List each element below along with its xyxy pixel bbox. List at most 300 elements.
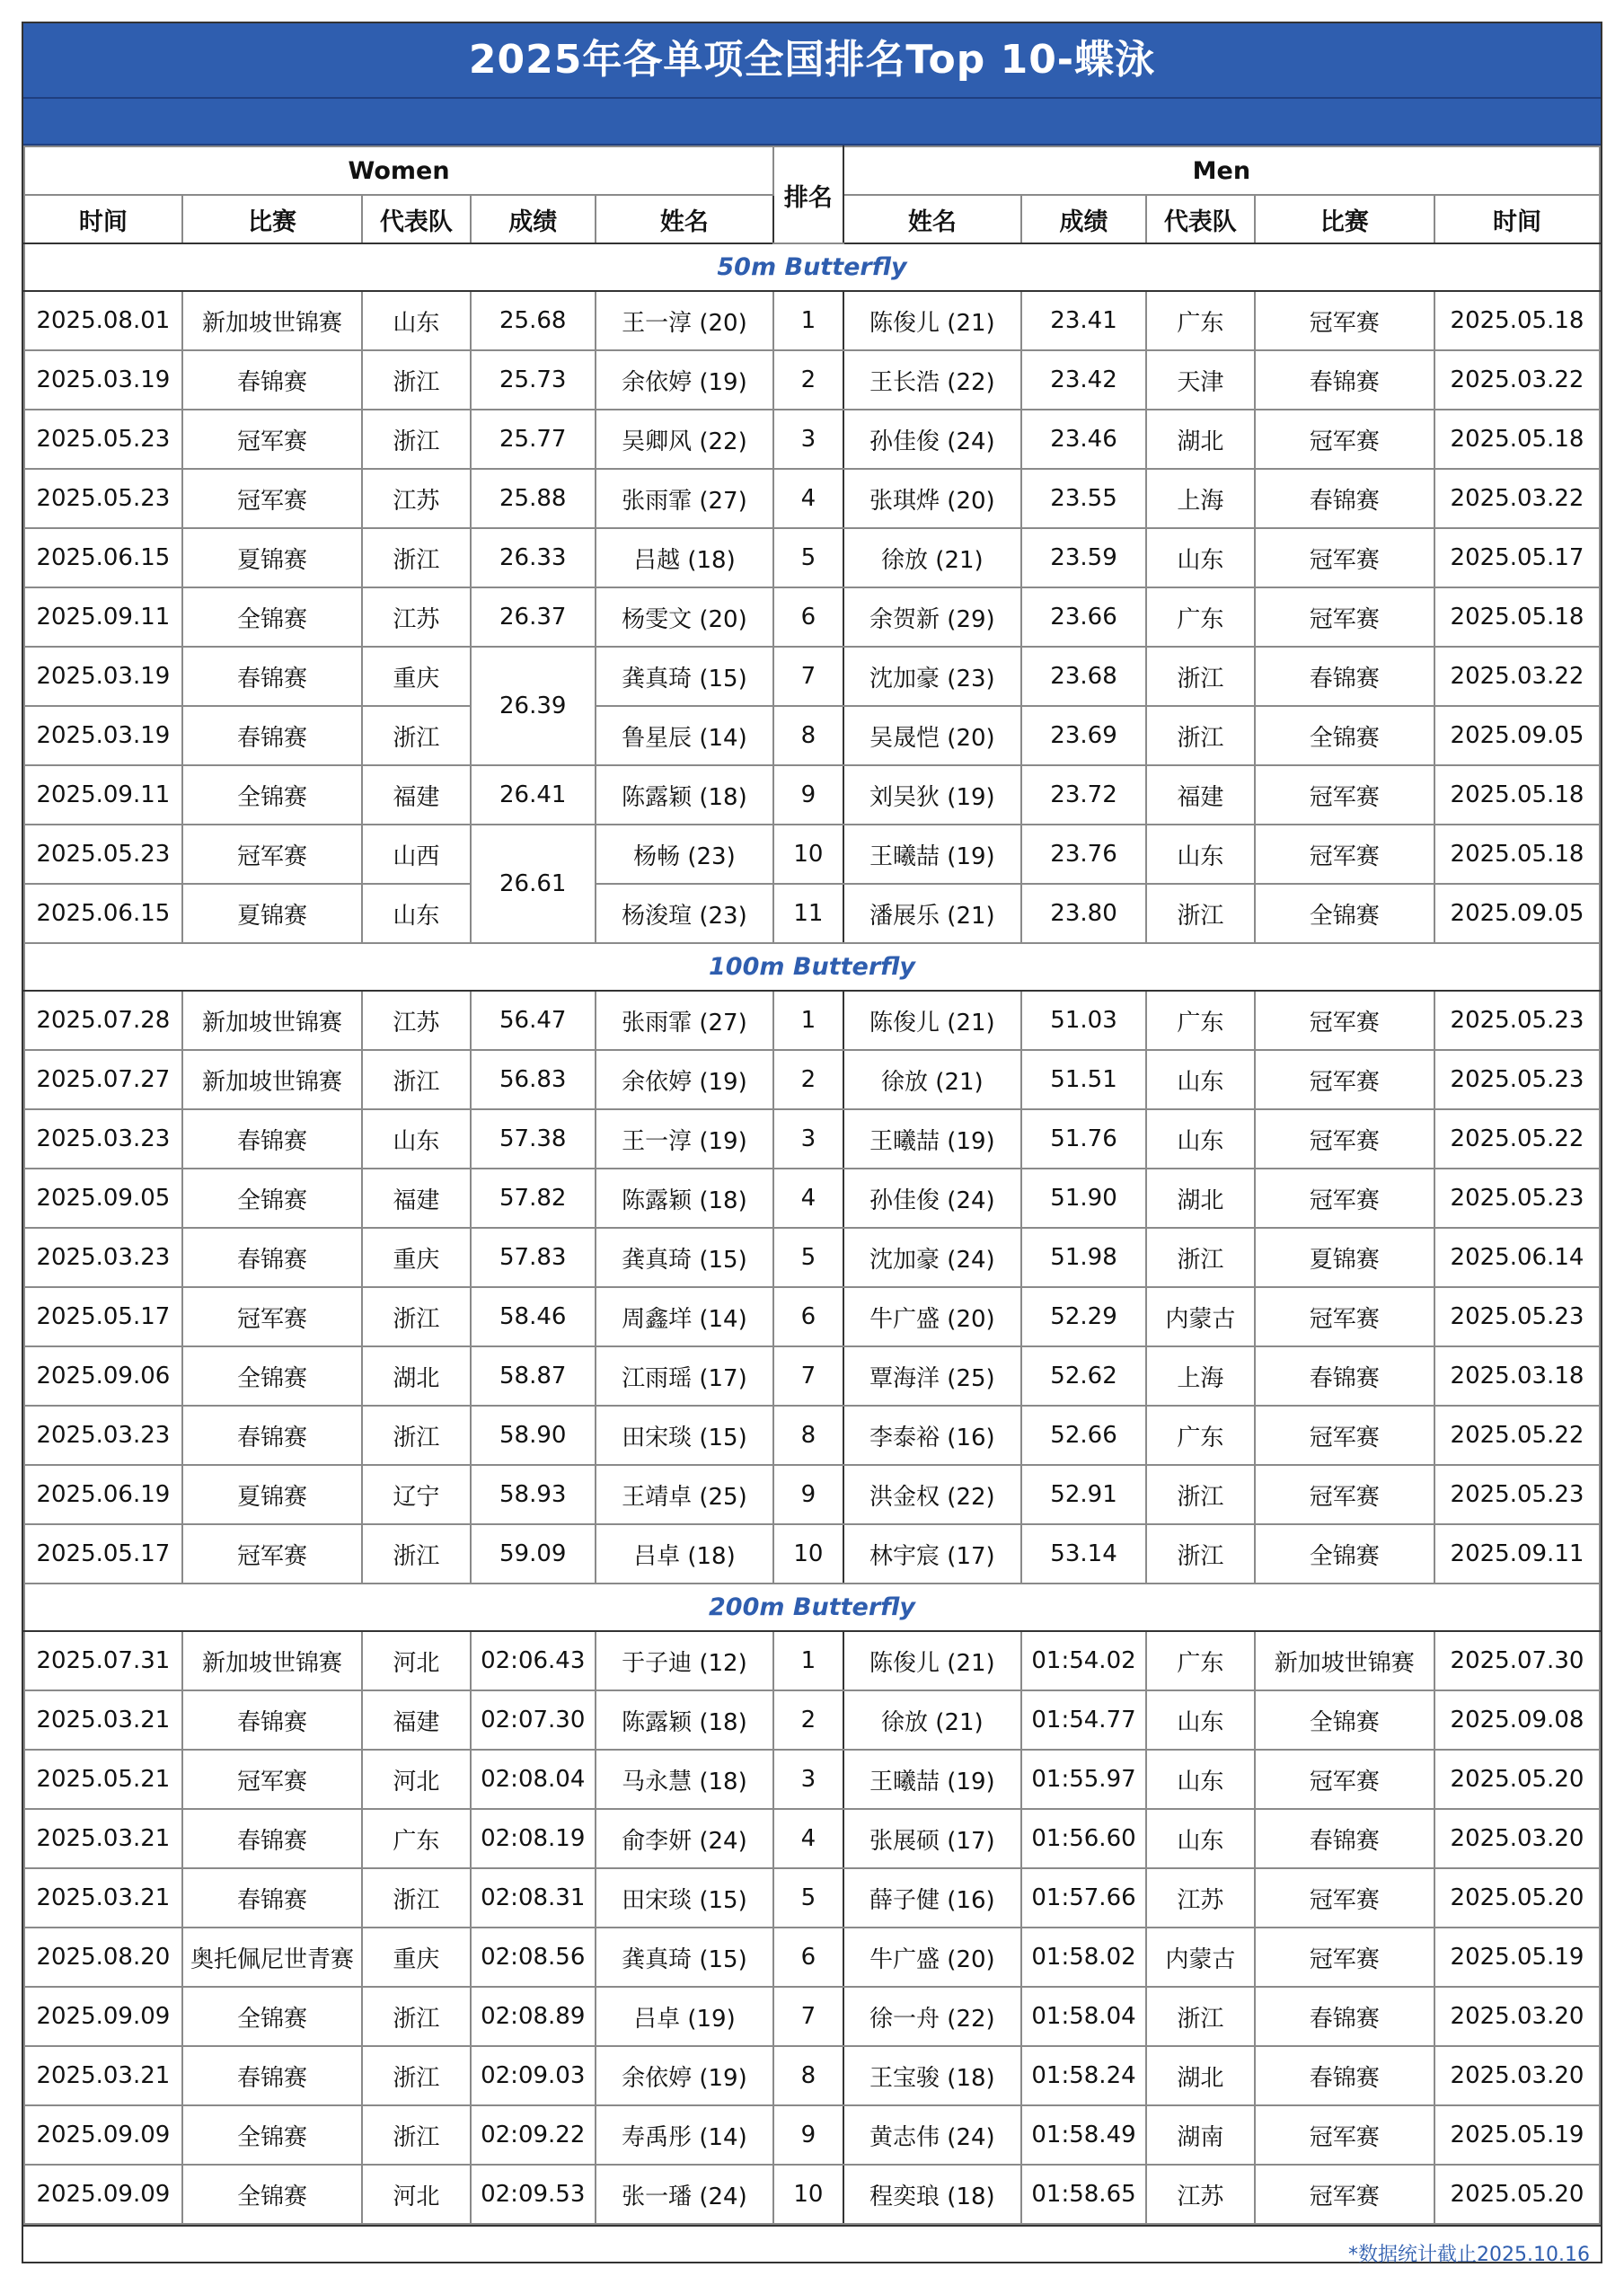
rank-cell: 6	[773, 1928, 843, 1987]
men-result: 51.03	[1021, 991, 1146, 1050]
men-name: 孙佳俊 (24)	[843, 1169, 1021, 1228]
women-event: 冠军赛	[182, 410, 362, 469]
men-col-team: 代表队	[1146, 195, 1255, 243]
rank-cell: 1	[773, 991, 843, 1050]
women-team: 浙江	[362, 1868, 471, 1928]
women-date: 2025.06.19	[24, 1465, 182, 1524]
men-event: 冠军赛	[1255, 1868, 1434, 1928]
men-result: 23.68	[1021, 647, 1146, 706]
women-event: 全锦赛	[182, 2105, 362, 2165]
women-date: 2025.03.23	[24, 1109, 182, 1169]
women-date: 2025.08.20	[24, 1928, 182, 1987]
men-date: 2025.03.20	[1434, 1987, 1600, 2046]
men-event: 冠军赛	[1255, 1287, 1434, 1346]
men-result: 01:56.60	[1021, 1809, 1146, 1868]
women-event: 新加坡世锦赛	[182, 991, 362, 1050]
men-event: 冠军赛	[1255, 1465, 1434, 1524]
men-result: 51.51	[1021, 1050, 1146, 1109]
men-date: 2025.03.22	[1434, 647, 1600, 706]
rank-cell: 4	[773, 1809, 843, 1868]
men-event: 冠军赛	[1255, 1050, 1434, 1109]
women-result: 58.90	[471, 1406, 596, 1465]
men-team: 山东	[1146, 1109, 1255, 1169]
women-team: 山东	[362, 1109, 471, 1169]
men-date: 2025.05.18	[1434, 765, 1600, 825]
women-result: 25.68	[471, 291, 596, 350]
women-col-name: 姓名	[596, 195, 773, 243]
men-result: 01:58.49	[1021, 2105, 1146, 2165]
table-row	[24, 2105, 1600, 2165]
men-event: 冠军赛	[1255, 765, 1434, 825]
men-event: 冠军赛	[1255, 528, 1434, 587]
men-result: 01:58.04	[1021, 1987, 1146, 2046]
women-result: 02:08.89	[471, 1987, 596, 2046]
women-date: 2025.05.23	[24, 825, 182, 884]
men-event: 冠军赛	[1255, 587, 1434, 647]
rank-cell: 7	[773, 647, 843, 706]
rank-cell: 8	[773, 1406, 843, 1465]
women-event: 全锦赛	[182, 765, 362, 825]
men-name: 陈俊儿 (21)	[843, 991, 1021, 1050]
men-result: 01:58.24	[1021, 2046, 1146, 2105]
women-result: 57.38	[471, 1109, 596, 1169]
header-row-top	[24, 146, 1600, 195]
women-date: 2025.09.09	[24, 1987, 182, 2046]
men-event: 春锦赛	[1255, 1987, 1434, 2046]
women-result: 26.41	[471, 765, 596, 825]
women-team: 浙江	[362, 2105, 471, 2165]
table-row	[24, 1109, 1600, 1169]
men-date: 2025.09.11	[1434, 1524, 1600, 1584]
women-event: 新加坡世锦赛	[182, 1050, 362, 1109]
men-team: 湖北	[1146, 2046, 1255, 2105]
women-result: 56.47	[471, 991, 596, 1050]
men-team: 内蒙古	[1146, 1928, 1255, 1987]
women-team: 重庆	[362, 1228, 471, 1287]
men-team: 山东	[1146, 1750, 1255, 1809]
women-team: 浙江	[362, 2046, 471, 2105]
men-name: 覃海洋 (25)	[843, 1346, 1021, 1406]
table-row	[24, 647, 1600, 706]
men-result: 23.72	[1021, 765, 1146, 825]
section-title: 100m Butterfly	[24, 943, 1600, 991]
men-team: 浙江	[1146, 1987, 1255, 2046]
men-name: 王宝骏 (18)	[843, 2046, 1021, 2105]
rank-cell: 3	[773, 410, 843, 469]
women-date: 2025.05.23	[24, 410, 182, 469]
women-date: 2025.07.28	[24, 991, 182, 1050]
women-event: 全锦赛	[182, 1987, 362, 2046]
men-name: 牛广盛 (20)	[843, 1928, 1021, 1987]
women-name: 马永慧 (18)	[596, 1750, 773, 1809]
men-team: 湖南	[1146, 2105, 1255, 2165]
rank-cell: 11	[773, 884, 843, 943]
rank-cell: 6	[773, 587, 843, 647]
men-event: 春锦赛	[1255, 2046, 1434, 2105]
table-row	[24, 350, 1600, 410]
men-team: 浙江	[1146, 1228, 1255, 1287]
men-result: 52.66	[1021, 1406, 1146, 1465]
men-date: 2025.05.18	[1434, 410, 1600, 469]
section-title: 200m Butterfly	[24, 1584, 1600, 1631]
rank-cell: 9	[773, 765, 843, 825]
men-name: 黄志伟 (24)	[843, 2105, 1021, 2165]
men-team: 广东	[1146, 1406, 1255, 1465]
women-name: 杨浚瑄 (23)	[596, 884, 773, 943]
women-event: 春锦赛	[182, 1809, 362, 1868]
men-team: 广东	[1146, 291, 1255, 350]
women-date: 2025.03.21	[24, 1868, 182, 1928]
men-date: 2025.05.20	[1434, 1750, 1600, 1809]
men-result: 23.59	[1021, 528, 1146, 587]
men-team: 广东	[1146, 1631, 1255, 1690]
men-date: 2025.03.18	[1434, 1346, 1600, 1406]
women-result: 02:06.43	[471, 1631, 596, 1690]
women-event: 夏锦赛	[182, 528, 362, 587]
women-team: 福建	[362, 1690, 471, 1750]
women-result: 25.77	[471, 410, 596, 469]
men-event: 全锦赛	[1255, 706, 1434, 765]
women-event: 冠军赛	[182, 1524, 362, 1584]
men-name: 王曦喆 (19)	[843, 1109, 1021, 1169]
men-team: 山东	[1146, 1050, 1255, 1109]
women-team: 江苏	[362, 991, 471, 1050]
rank-header: 排名	[773, 146, 843, 243]
women-team: 浙江	[362, 1287, 471, 1346]
women-event: 全锦赛	[182, 2165, 362, 2224]
women-date: 2025.09.11	[24, 765, 182, 825]
men-date: 2025.05.23	[1434, 1465, 1600, 1524]
men-name: 余贺新 (29)	[843, 587, 1021, 647]
women-date: 2025.09.11	[24, 587, 182, 647]
men-event: 全锦赛	[1255, 1690, 1434, 1750]
women-name: 陈露颖 (18)	[596, 1690, 773, 1750]
women-result: 58.87	[471, 1346, 596, 1406]
women-name: 余依婷 (19)	[596, 1050, 773, 1109]
women-date: 2025.09.09	[24, 2165, 182, 2224]
women-date: 2025.05.17	[24, 1524, 182, 1584]
women-date: 2025.03.23	[24, 1228, 182, 1287]
men-date: 2025.09.05	[1434, 884, 1600, 943]
men-name: 张琪烨 (20)	[843, 469, 1021, 528]
men-name: 孙佳俊 (24)	[843, 410, 1021, 469]
rank-cell: 7	[773, 1987, 843, 2046]
men-result: 23.46	[1021, 410, 1146, 469]
table-row	[24, 1346, 1600, 1406]
women-result: 26.61	[471, 825, 596, 943]
rank-cell: 10	[773, 825, 843, 884]
women-team: 山东	[362, 291, 471, 350]
women-result: 56.83	[471, 1050, 596, 1109]
men-name: 刘吴狄 (19)	[843, 765, 1021, 825]
women-result: 26.33	[471, 528, 596, 587]
men-team: 江苏	[1146, 2165, 1255, 2224]
men-name: 徐放 (21)	[843, 1690, 1021, 1750]
men-event: 冠军赛	[1255, 2105, 1434, 2165]
men-date: 2025.09.05	[1434, 706, 1600, 765]
women-date: 2025.08.01	[24, 291, 182, 350]
women-col-team: 代表队	[362, 195, 471, 243]
table-row	[24, 1690, 1600, 1750]
men-event: 春锦赛	[1255, 1809, 1434, 1868]
men-result: 23.42	[1021, 350, 1146, 410]
men-name: 吴晟恺 (20)	[843, 706, 1021, 765]
men-team: 广东	[1146, 991, 1255, 1050]
men-date: 2025.05.18	[1434, 291, 1600, 350]
men-team: 浙江	[1146, 1465, 1255, 1524]
women-result: 25.73	[471, 350, 596, 410]
rank-cell: 2	[773, 1690, 843, 1750]
men-date: 2025.05.19	[1434, 2105, 1600, 2165]
men-result: 23.41	[1021, 291, 1146, 350]
women-name: 陈露颖 (18)	[596, 1169, 773, 1228]
table-row	[24, 1287, 1600, 1346]
women-event: 春锦赛	[182, 647, 362, 706]
men-event: 冠军赛	[1255, 291, 1434, 350]
women-team: 浙江	[362, 1406, 471, 1465]
women-team: 山东	[362, 884, 471, 943]
women-event: 夏锦赛	[182, 884, 362, 943]
table-row	[24, 1987, 1600, 2046]
men-result: 23.66	[1021, 587, 1146, 647]
women-team: 广东	[362, 1809, 471, 1868]
women-date: 2025.09.06	[24, 1346, 182, 1406]
men-event: 夏锦赛	[1255, 1228, 1434, 1287]
men-team: 浙江	[1146, 884, 1255, 943]
men-event: 冠军赛	[1255, 410, 1434, 469]
women-team: 浙江	[362, 528, 471, 587]
women-date: 2025.03.21	[24, 1809, 182, 1868]
section-title: 50m Butterfly	[24, 243, 1600, 291]
rank-cell: 9	[773, 1465, 843, 1524]
men-event: 春锦赛	[1255, 350, 1434, 410]
women-col-result: 成绩	[471, 195, 596, 243]
men-team: 上海	[1146, 1346, 1255, 1406]
women-team: 山西	[362, 825, 471, 884]
men-col-event: 比赛	[1255, 195, 1434, 243]
women-name: 于子迪 (12)	[596, 1631, 773, 1690]
women-result: 26.37	[471, 587, 596, 647]
men-event: 冠军赛	[1255, 1169, 1434, 1228]
men-date: 2025.03.22	[1434, 469, 1600, 528]
women-name: 王一淳 (20)	[596, 291, 773, 350]
men-name: 沈加豪 (24)	[843, 1228, 1021, 1287]
men-date: 2025.03.20	[1434, 1809, 1600, 1868]
table-row	[24, 1465, 1600, 1524]
women-team: 浙江	[362, 350, 471, 410]
women-name: 张雨霏 (27)	[596, 991, 773, 1050]
men-date: 2025.05.17	[1434, 528, 1600, 587]
men-date: 2025.03.20	[1434, 2046, 1600, 2105]
women-result: 02:08.04	[471, 1750, 596, 1809]
women-date: 2025.03.21	[24, 2046, 182, 2105]
women-team: 重庆	[362, 1928, 471, 1987]
rank-cell: 8	[773, 2046, 843, 2105]
women-event: 冠军赛	[182, 1287, 362, 1346]
men-event: 全锦赛	[1255, 884, 1434, 943]
men-result: 52.91	[1021, 1465, 1146, 1524]
women-date: 2025.03.23	[24, 1406, 182, 1465]
women-date: 2025.07.31	[24, 1631, 182, 1690]
men-date: 2025.07.30	[1434, 1631, 1600, 1690]
table-row	[24, 2165, 1600, 2224]
women-result: 58.93	[471, 1465, 596, 1524]
table-row	[24, 1228, 1600, 1287]
men-event: 冠军赛	[1255, 1928, 1434, 1987]
men-date: 2025.06.14	[1434, 1228, 1600, 1287]
table-row	[24, 1169, 1600, 1228]
women-result: 02:09.03	[471, 2046, 596, 2105]
men-result: 51.98	[1021, 1228, 1146, 1287]
women-col-date: 时间	[24, 195, 182, 243]
men-name: 薛子健 (16)	[843, 1868, 1021, 1928]
men-team: 山东	[1146, 825, 1255, 884]
men-result: 23.55	[1021, 469, 1146, 528]
men-team: 福建	[1146, 765, 1255, 825]
men-result: 51.90	[1021, 1169, 1146, 1228]
rank-cell: 5	[773, 1228, 843, 1287]
women-result: 57.83	[471, 1228, 596, 1287]
women-team: 江苏	[362, 587, 471, 647]
women-event: 新加坡世锦赛	[182, 1631, 362, 1690]
men-date: 2025.05.22	[1434, 1109, 1600, 1169]
women-date: 2025.05.17	[24, 1287, 182, 1346]
women-team: 浙江	[362, 410, 471, 469]
men-event: 春锦赛	[1255, 1346, 1434, 1406]
men-name: 徐放 (21)	[843, 528, 1021, 587]
rank-cell: 4	[773, 1169, 843, 1228]
table-row	[24, 1928, 1600, 1987]
women-name: 龚真琦 (15)	[596, 1928, 773, 1987]
men-name: 牛广盛 (20)	[843, 1287, 1021, 1346]
women-result: 02:08.56	[471, 1928, 596, 1987]
section-header-row	[24, 243, 1600, 291]
women-event: 春锦赛	[182, 2046, 362, 2105]
table-row	[24, 528, 1600, 587]
men-event: 冠军赛	[1255, 991, 1434, 1050]
women-name: 陈露颖 (18)	[596, 765, 773, 825]
men-date: 2025.05.23	[1434, 1050, 1600, 1109]
men-name: 徐放 (21)	[843, 1050, 1021, 1109]
women-date: 2025.09.05	[24, 1169, 182, 1228]
men-team: 上海	[1146, 469, 1255, 528]
women-result: 02:09.22	[471, 2105, 596, 2165]
men-name: 程奕琅 (18)	[843, 2165, 1021, 2224]
men-header: Men	[843, 146, 1600, 195]
table-row	[24, 706, 1600, 765]
women-date: 2025.05.21	[24, 1750, 182, 1809]
women-team: 浙江	[362, 706, 471, 765]
men-name: 王曦喆 (19)	[843, 825, 1021, 884]
table-row	[24, 825, 1600, 884]
men-col-result: 成绩	[1021, 195, 1146, 243]
women-name: 俞李妍 (24)	[596, 1809, 773, 1868]
women-name: 吕卓 (18)	[596, 1524, 773, 1584]
women-name: 吕卓 (19)	[596, 1987, 773, 2046]
women-result: 02:09.53	[471, 2165, 596, 2224]
ranking-sheet	[22, 22, 1602, 2266]
page-title: 2025年各单项全国排名Top 10-蝶泳	[23, 23, 1601, 97]
women-header: Women	[24, 146, 773, 195]
women-event: 春锦赛	[182, 706, 362, 765]
men-name: 徐一舟 (22)	[843, 1987, 1021, 2046]
women-result: 26.39	[471, 647, 596, 765]
women-event: 全锦赛	[182, 1346, 362, 1406]
women-event: 全锦赛	[182, 1169, 362, 1228]
men-result: 01:55.97	[1021, 1750, 1146, 1809]
men-event: 春锦赛	[1255, 647, 1434, 706]
men-event: 新加坡世锦赛	[1255, 1631, 1434, 1690]
women-team: 福建	[362, 765, 471, 825]
section-header-row	[24, 943, 1600, 991]
table-row	[24, 1631, 1600, 1690]
men-result: 52.62	[1021, 1346, 1146, 1406]
men-name: 沈加豪 (23)	[843, 647, 1021, 706]
men-team: 浙江	[1146, 706, 1255, 765]
table-row	[24, 1524, 1600, 1584]
men-name: 陈俊儿 (21)	[843, 291, 1021, 350]
women-result: 59.09	[471, 1524, 596, 1584]
men-result: 23.76	[1021, 825, 1146, 884]
women-name: 余依婷 (19)	[596, 350, 773, 410]
women-name: 张雨霏 (27)	[596, 469, 773, 528]
women-date: 2025.05.23	[24, 469, 182, 528]
women-result: 02:08.31	[471, 1868, 596, 1928]
men-team: 山东	[1146, 1690, 1255, 1750]
table-row	[24, 1868, 1600, 1928]
women-team: 江苏	[362, 469, 471, 528]
men-team: 湖北	[1146, 1169, 1255, 1228]
table-row	[24, 469, 1600, 528]
table-row	[24, 2046, 1600, 2105]
women-date: 2025.06.15	[24, 884, 182, 943]
women-name: 龚真琦 (15)	[596, 1228, 773, 1287]
women-result: 57.82	[471, 1169, 596, 1228]
rank-cell: 2	[773, 350, 843, 410]
women-team: 浙江	[362, 1050, 471, 1109]
women-col-event: 比赛	[182, 195, 362, 243]
men-team: 浙江	[1146, 647, 1255, 706]
women-date: 2025.03.19	[24, 350, 182, 410]
rank-cell: 7	[773, 1346, 843, 1406]
men-event: 冠军赛	[1255, 825, 1434, 884]
women-event: 全锦赛	[182, 587, 362, 647]
men-name: 林宇宸 (17)	[843, 1524, 1021, 1584]
women-name: 鲁星辰 (14)	[596, 706, 773, 765]
table-row	[24, 410, 1600, 469]
women-date: 2025.03.19	[24, 647, 182, 706]
men-event: 冠军赛	[1255, 1406, 1434, 1465]
men-event: 冠军赛	[1255, 1750, 1434, 1809]
women-date: 2025.09.09	[24, 2105, 182, 2165]
women-team: 河北	[362, 1631, 471, 1690]
men-date: 2025.05.23	[1434, 1169, 1600, 1228]
men-event: 冠军赛	[1255, 2165, 1434, 2224]
men-result: 01:57.66	[1021, 1868, 1146, 1928]
women-name: 田宋琰 (15)	[596, 1868, 773, 1928]
men-result: 01:54.77	[1021, 1690, 1146, 1750]
men-date: 2025.05.19	[1434, 1928, 1600, 1987]
women-team: 浙江	[362, 1524, 471, 1584]
rank-cell: 10	[773, 1524, 843, 1584]
women-event: 冠军赛	[182, 825, 362, 884]
rank-cell: 8	[773, 706, 843, 765]
men-event: 冠军赛	[1255, 1109, 1434, 1169]
women-event: 冠军赛	[182, 1750, 362, 1809]
men-result: 01:58.02	[1021, 1928, 1146, 1987]
rank-cell: 2	[773, 1050, 843, 1109]
women-name: 余依婷 (19)	[596, 2046, 773, 2105]
